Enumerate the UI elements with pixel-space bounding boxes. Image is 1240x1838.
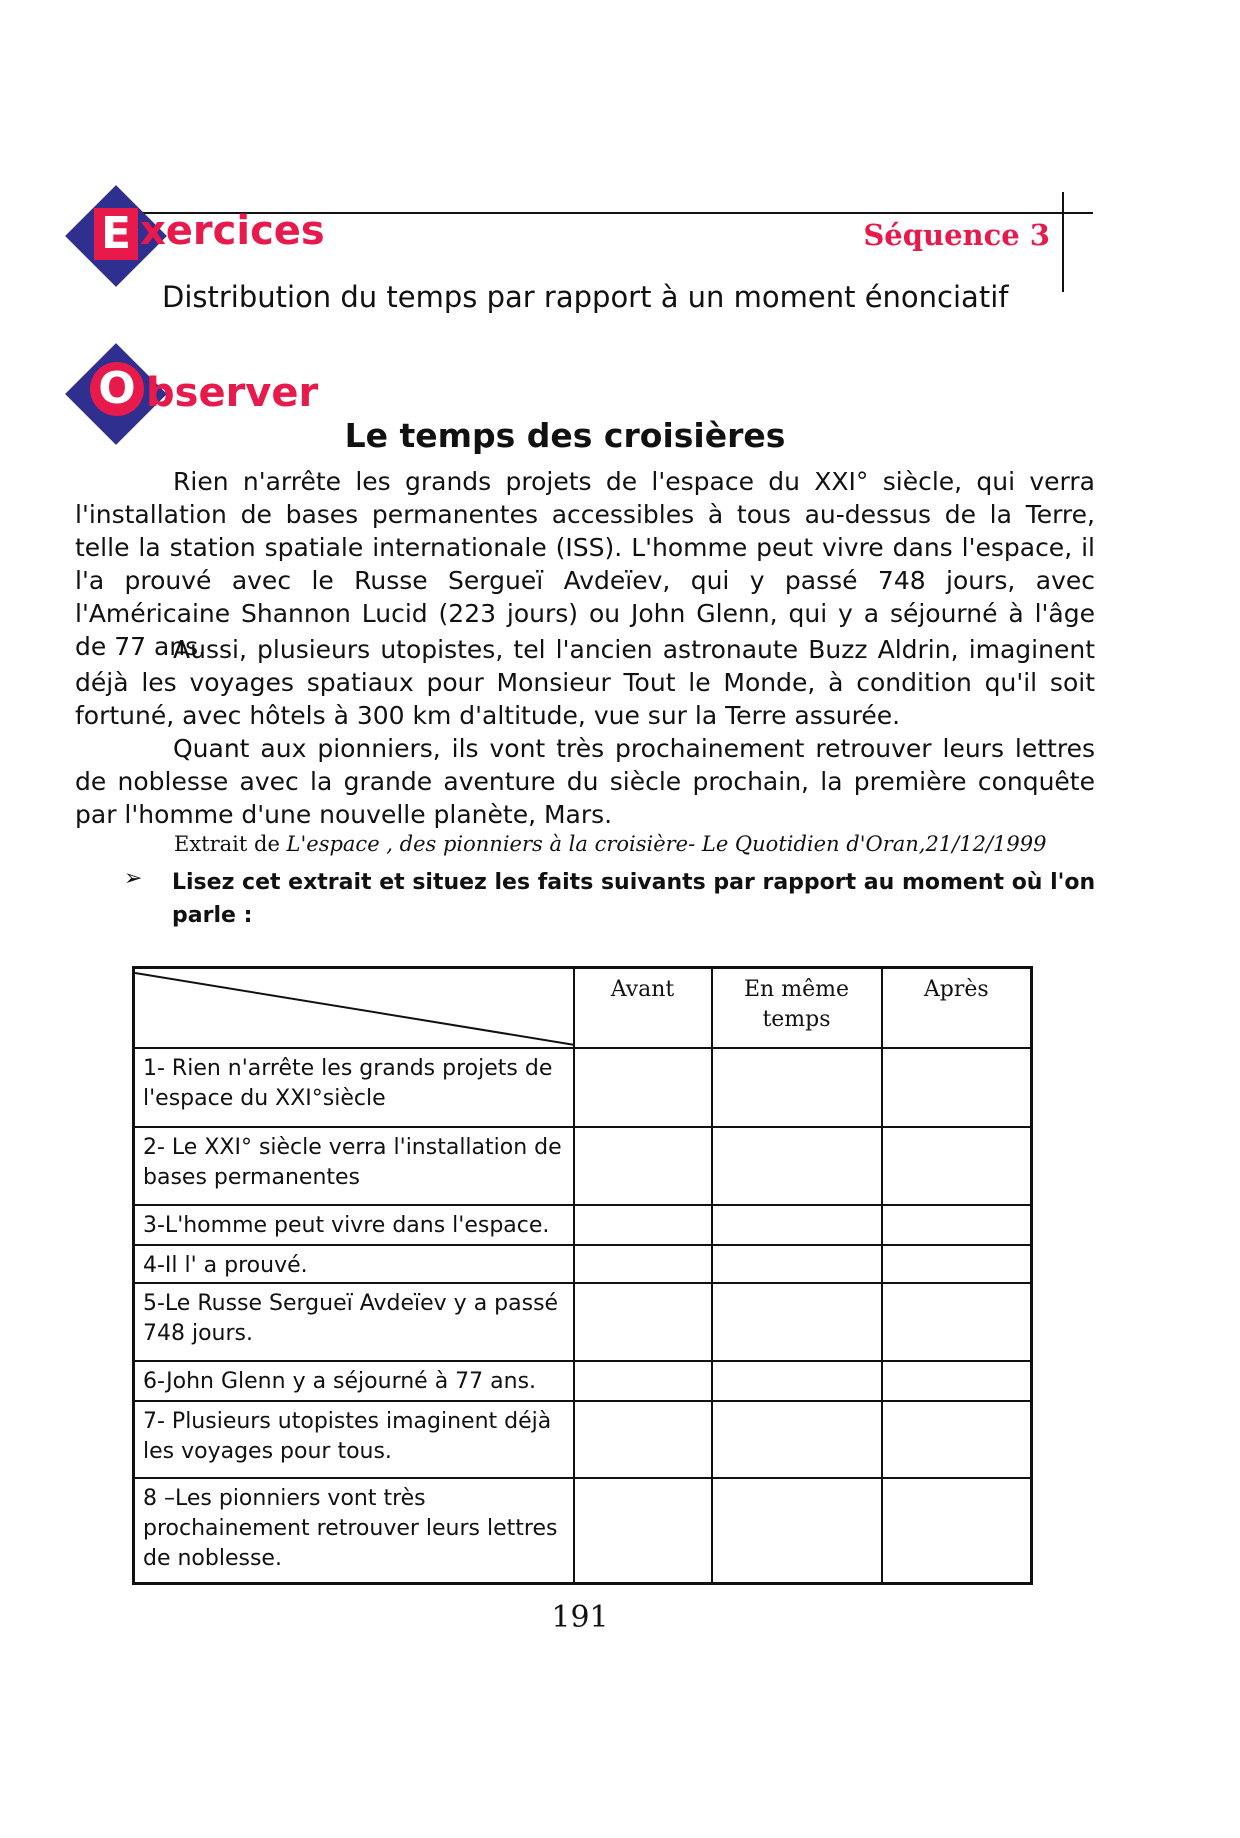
table-row <box>134 1245 1032 1283</box>
answer-cell-apres[interactable] <box>882 1245 1032 1283</box>
article-paragraph-3: Quant aux pionniers, ils vont très prochainement retrouver leurs lettres de noblesse avec la grande aventure du siècle prochain, la première conquête par l'homme d'une nouvelle planète, Mars. <box>75 734 1095 829</box>
table-row <box>134 1478 1032 1584</box>
table-row <box>134 1283 1032 1361</box>
fact-label: 1- Rien n'arrête les grands projets de l'espace du XXI°siècle <box>134 1048 574 1127</box>
answer-cell-avant[interactable] <box>574 1245 712 1283</box>
article-paragraph-1: Rien n'arrête les grands projets de l'espace du XXI° siècle, qui verra l'installation de bases permanentes accessibles à tous au-dessus de la Terre, telle la station spatiale internationale (ISS). L'homme peut vivre dans l'espace, il l'a prouvé avec le Russe Sergueï Avdeïev, qui y passé 748 jours, avec l'Américaine Shannon Lucid (223 jours) ou John Glenn, qui y a séjourné à l'âge de 77 ans. <box>75 467 1095 661</box>
answer-cell-en-meme-temps[interactable] <box>712 1205 882 1245</box>
answer-cell-avant[interactable] <box>574 1205 712 1245</box>
answer-cell-en-meme-temps[interactable] <box>712 1401 882 1478</box>
instruction-text: Lisez cet extrait et situez les faits suivants par rapport au moment où l'on parle : <box>172 870 1096 928</box>
answer-cell-apres[interactable] <box>882 1478 1032 1584</box>
answer-cell-avant[interactable] <box>574 1127 712 1205</box>
fact-label: 6-John Glenn y a séjourné à 77 ans. <box>134 1361 574 1401</box>
table-header-row <box>134 968 1032 1048</box>
answer-cell-en-meme-temps[interactable] <box>712 1478 882 1584</box>
column-header-apres: Après <box>882 968 1032 1048</box>
table-corner-cell <box>134 968 574 1048</box>
column-header-avant: Avant <box>574 968 712 1048</box>
fact-label: 5-Le Russe Sergueï Avdeïev y a passé 748 jours. <box>134 1283 574 1361</box>
article-title: Le temps des croisières <box>344 416 786 455</box>
facts-table <box>132 966 1033 1585</box>
answer-cell-apres[interactable] <box>882 1401 1032 1478</box>
article-source: Extrait de L'espace , des pionniers à la croisière- Le Quotidien d'Oran,21/12/1999 <box>174 832 1047 856</box>
answer-cell-avant[interactable] <box>574 1048 712 1127</box>
table-row <box>134 1401 1032 1478</box>
answer-cell-apres[interactable] <box>882 1127 1032 1205</box>
answer-cell-avant[interactable] <box>574 1361 712 1401</box>
answer-cell-en-meme-temps[interactable] <box>712 1048 882 1127</box>
header-vertical-rule <box>1062 192 1064 292</box>
answer-cell-avant[interactable] <box>574 1283 712 1361</box>
answer-cell-en-meme-temps[interactable] <box>712 1361 882 1401</box>
answer-cell-en-meme-temps[interactable] <box>712 1283 882 1361</box>
exercise-subtitle: Distribution du temps par rapport à un moment énonciatif <box>162 280 1009 314</box>
table-row <box>134 1205 1032 1245</box>
sequence-label: Séquence 3 <box>863 218 1050 252</box>
fact-label: 8 –Les pionniers vont très prochainement retrouver leurs lettres de noblesse. <box>134 1478 574 1584</box>
article-paragraph-2: Aussi, plusieurs utopistes, tel l'ancien astronaute Buzz Aldrin, imaginent déjà les voyages spatiaux pour Monsieur Tout le Monde, à condition qu'il soit fortuné, avec hôtels à 300 km d'altitude, vue sur la Terre assurée. <box>75 635 1095 730</box>
answer-cell-avant[interactable] <box>574 1478 712 1584</box>
corner-diagonal-line <box>135 969 575 1049</box>
answer-cell-apres[interactable] <box>882 1283 1032 1361</box>
observer-heading: bserver <box>146 370 319 416</box>
fact-label: 7- Plusieurs utopistes imaginent déjà les voyages pour tous. <box>134 1401 574 1478</box>
table-row <box>134 1048 1032 1127</box>
answer-cell-apres[interactable] <box>882 1048 1032 1127</box>
column-header-en-meme-temps: En même temps <box>712 968 882 1048</box>
fact-label: 4-Il l' a prouvé. <box>134 1245 574 1283</box>
fact-label: 2- Le XXI° siècle verra l'installation de bases permanentes <box>134 1127 574 1205</box>
answer-cell-avant[interactable] <box>574 1401 712 1478</box>
exercices-heading: xercices <box>140 208 325 254</box>
answer-cell-en-meme-temps[interactable] <box>712 1245 882 1283</box>
instruction-bullet-icon: ➢ <box>124 866 143 891</box>
answer-cell-apres[interactable] <box>882 1361 1032 1401</box>
page-number: 191 <box>551 1600 609 1635</box>
fact-label: 3-L'homme peut vivre dans l'espace. <box>134 1205 574 1245</box>
table-row <box>134 1127 1032 1205</box>
answer-cell-en-meme-temps[interactable] <box>712 1127 882 1205</box>
table-row <box>134 1361 1032 1401</box>
exercices-letter-badge: E <box>94 208 138 260</box>
observer-letter-badge: O <box>90 362 144 416</box>
answer-cell-apres[interactable] <box>882 1205 1032 1245</box>
